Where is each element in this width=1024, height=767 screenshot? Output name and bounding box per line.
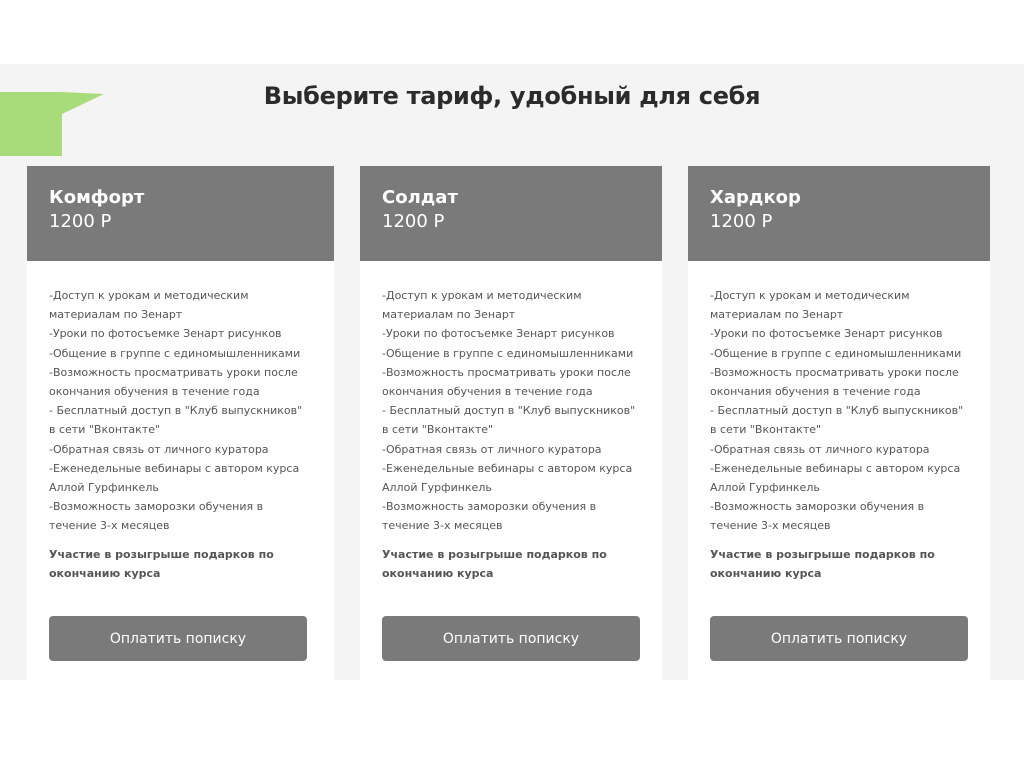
feature-line: -Еженедельные вебинары с автором курса xyxy=(382,461,633,475)
plan-name: Комфорт xyxy=(49,187,145,208)
feature-line: течение 3-х месяцев xyxy=(49,519,170,533)
bonus-note xyxy=(382,545,662,584)
bonus-note xyxy=(49,545,334,584)
feature-line: в сети "Вконтакте" xyxy=(49,423,161,437)
feature-line: -Общение в группе с единомышленниками xyxy=(49,346,301,360)
feature-line: течение 3-х месяцев xyxy=(382,519,503,533)
feature-line: -Уроки по фотосъемке Зенарт рисунков xyxy=(382,327,615,341)
bonus-line: Участие в розыгрыше подарков по xyxy=(382,547,607,561)
bonus-line: окончанию курса xyxy=(710,567,822,581)
feature-line: Аллой Гурфинкель xyxy=(382,481,492,495)
feature-line: материалам по Зенарт xyxy=(382,308,516,322)
feature-line: -Доступ к урокам и методическим xyxy=(710,289,910,302)
feature-line: -Возможность заморозки обучения в xyxy=(710,500,925,514)
feature-line: -Обратная связь от личного куратора xyxy=(710,442,930,456)
feature-line: Аллой Гурфинкель xyxy=(49,481,159,495)
feature-list xyxy=(360,261,662,536)
feature-list xyxy=(688,261,990,536)
feature-line: в сети "Вконтакте" xyxy=(710,423,822,437)
pay-subscription-button[interactable]: Оплатить пописку xyxy=(710,616,968,661)
bonus-line: окончанию курса xyxy=(49,567,161,581)
feature-line: - Бесплатный доступ в "Клуб выпускников" xyxy=(710,404,964,418)
feature-line: -Возможность просматривать уроки после xyxy=(382,365,631,379)
plan-name: Хардкор xyxy=(710,187,801,208)
plan-card-soldier xyxy=(360,166,662,680)
feature-line: течение 3-х месяцев xyxy=(710,519,831,533)
plan-card-hardcore xyxy=(688,166,990,680)
feature-line: в сети "Вконтакте" xyxy=(382,423,494,437)
pay-subscription-button[interactable]: Оплатить пописку xyxy=(49,616,307,661)
feature-line: -Доступ к урокам и методическим xyxy=(49,289,249,302)
plan-price: 1200 Р xyxy=(49,211,112,232)
feature-line: материалам по Зенарт xyxy=(710,308,844,322)
feature-line: материалам по Зенарт xyxy=(49,308,183,322)
feature-line: -Еженедельные вебинары с автором курса xyxy=(710,461,961,475)
feature-line: Аллой Гурфинкель xyxy=(710,481,820,495)
feature-line: -Обратная связь от личного куратора xyxy=(382,442,602,456)
plan-header xyxy=(27,166,334,261)
plan-name: Солдат xyxy=(382,187,458,208)
feature-line: -Возможность заморозки обучения в xyxy=(49,500,264,514)
feature-list xyxy=(27,261,334,536)
pay-subscription-button[interactable]: Оплатить пописку xyxy=(382,616,640,661)
feature-line: - Бесплатный доступ в "Клуб выпускников" xyxy=(49,404,303,418)
plan-price: 1200 Р xyxy=(710,211,773,232)
feature-line: -Возможность просматривать уроки после xyxy=(49,365,298,379)
feature-line: -Возможность заморозки обучения в xyxy=(382,500,597,514)
feature-line: -Общение в группе с единомышленниками xyxy=(382,346,634,360)
plan-card-comfort xyxy=(27,166,334,680)
plan-header xyxy=(360,166,662,261)
feature-line: -Уроки по фотосъемке Зенарт рисунков xyxy=(710,327,943,341)
plan-header xyxy=(688,166,990,261)
feature-line: -Доступ к урокам и методическим xyxy=(382,289,582,302)
bonus-line: Участие в розыгрыше подарков по xyxy=(49,547,274,561)
feature-line: - Бесплатный доступ в "Клуб выпускников" xyxy=(382,404,636,418)
bonus-line: окончанию курса xyxy=(382,567,494,581)
feature-line: -Возможность просматривать уроки после xyxy=(710,365,959,379)
feature-line: окончания обучения в течение года xyxy=(710,385,921,399)
bonus-line: Участие в розыгрыше подарков по xyxy=(710,547,935,561)
feature-line: -Уроки по фотосъемке Зенарт рисунков xyxy=(49,327,282,341)
bonus-note xyxy=(710,545,990,584)
page-title: Выберите тариф, удобный для себя xyxy=(263,82,761,110)
feature-line: -Обратная связь от личного куратора xyxy=(49,442,269,456)
feature-line: окончания обучения в течение года xyxy=(382,385,593,399)
feature-line: окончания обучения в течение года xyxy=(49,385,260,399)
feature-line: -Еженедельные вебинары с автором курса xyxy=(49,461,300,475)
plan-price: 1200 Р xyxy=(382,211,445,232)
feature-line: -Общение в группе с единомышленниками xyxy=(710,346,962,360)
